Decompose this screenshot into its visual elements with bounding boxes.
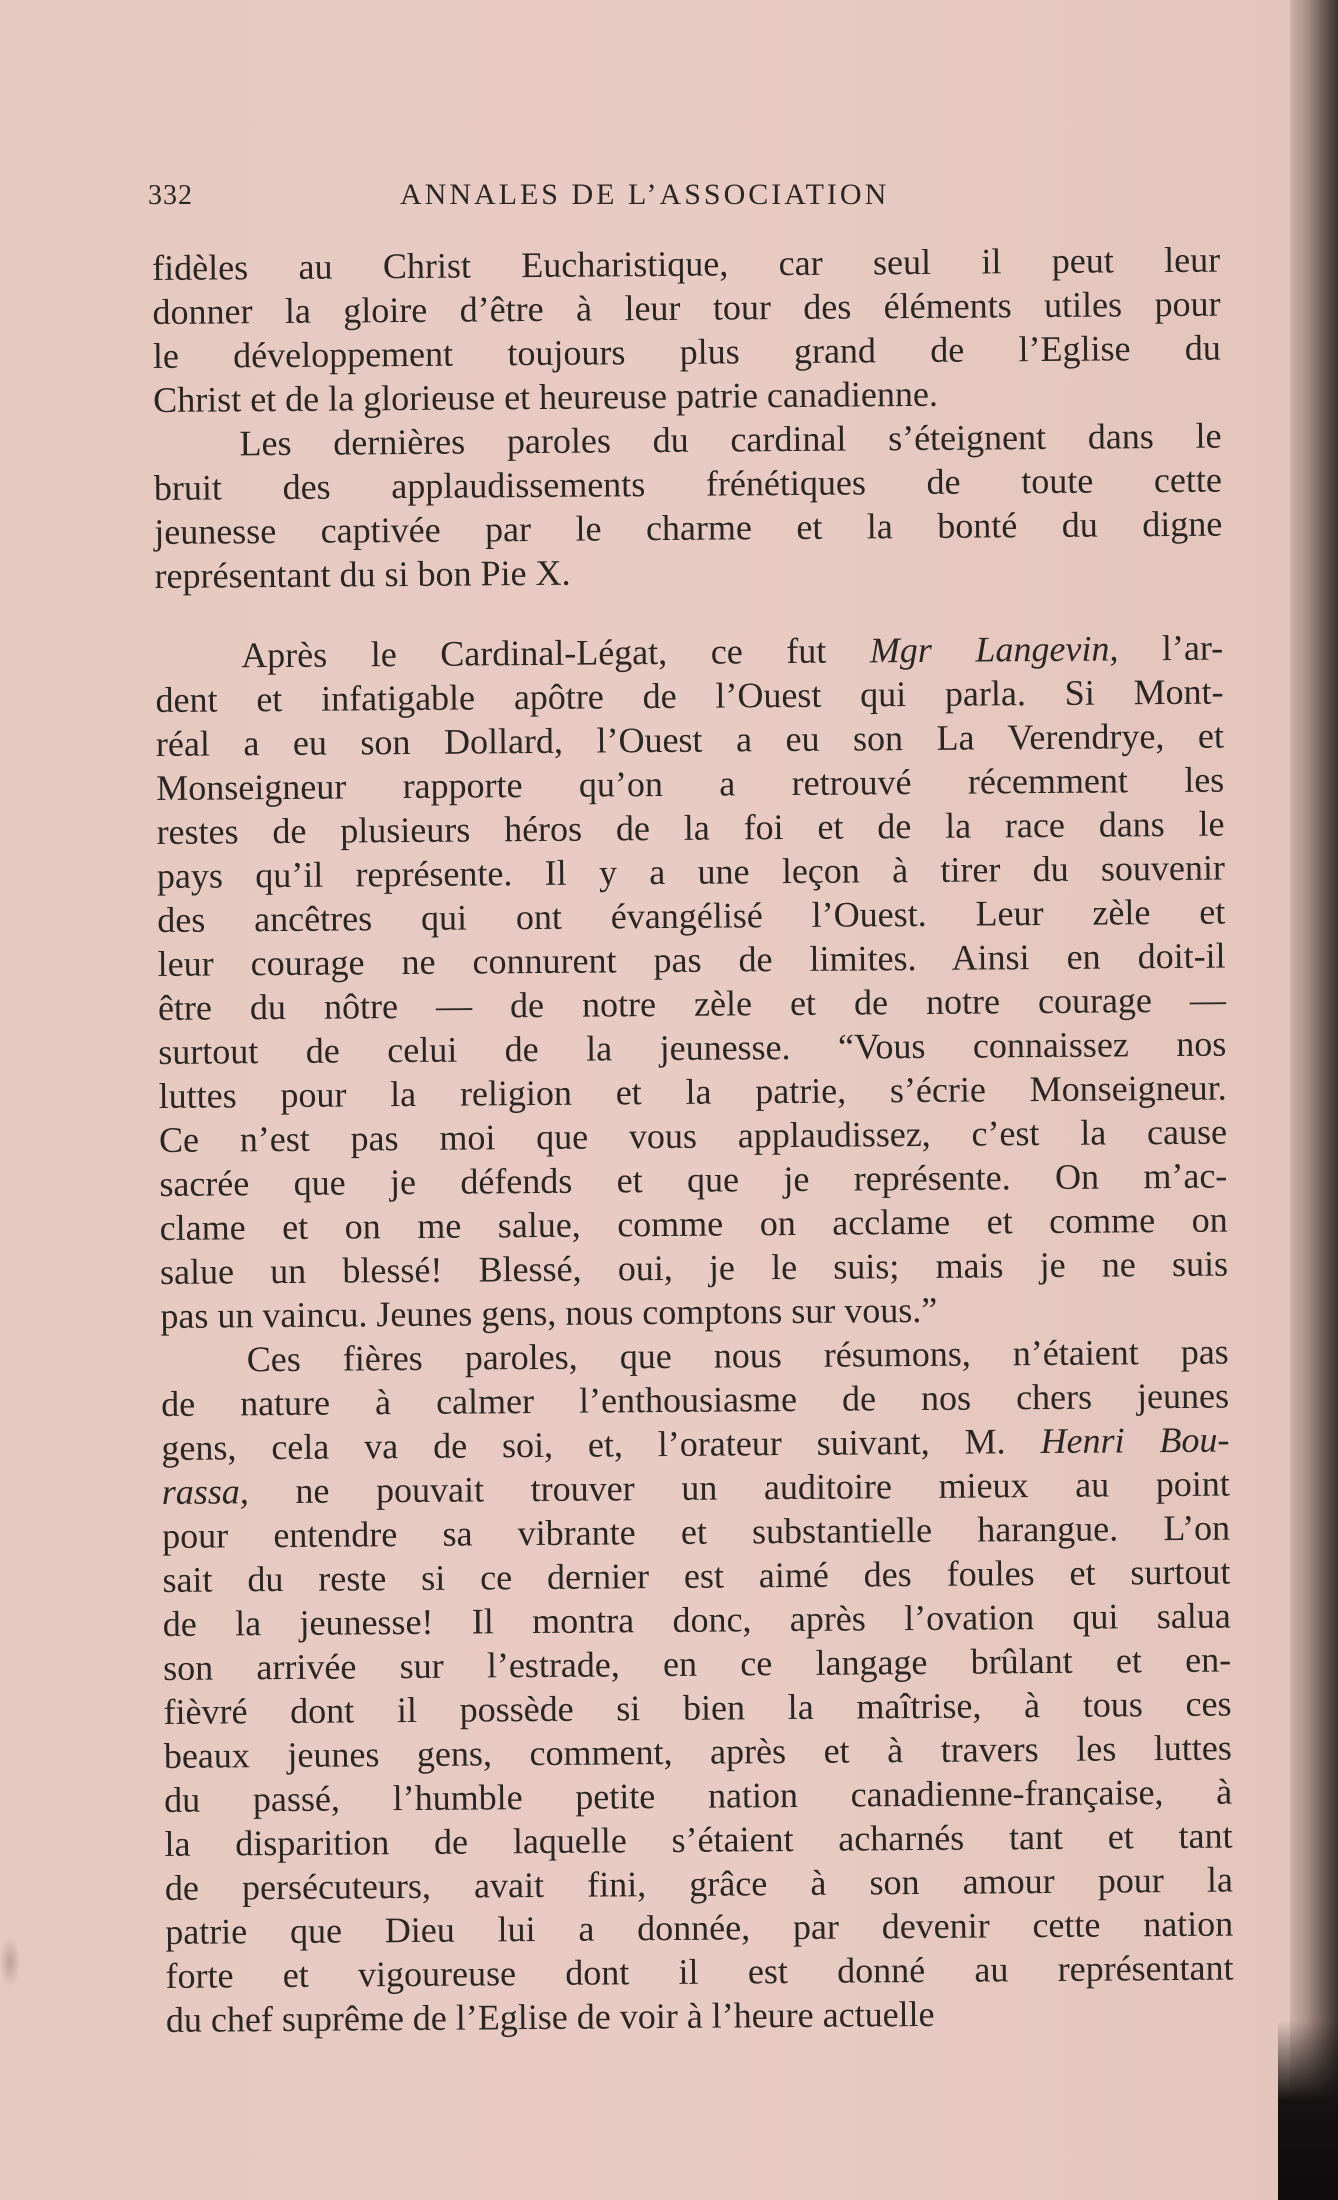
text-run: l’ar- bbox=[1118, 627, 1224, 669]
text-line: leur courage ne connurent pas de limites. Ainsi en doit-il bbox=[157, 935, 1226, 984]
text-line: salue un blessé! Blessé, oui, je le suis; mais je ne suis bbox=[159, 1243, 1229, 1292]
text-line: donner la gloire d’être à leur tour des éléments utiles pour bbox=[152, 283, 1221, 332]
text-line: Les dernières paroles du cardinal s’éteignent dans le bbox=[239, 415, 1222, 464]
text-line: dent et infatigable apôtre de l’Ouest qui parla. Si Mont- bbox=[155, 671, 1224, 720]
text-line: restes de plusieurs héros de la foi et de la race dans le bbox=[156, 803, 1225, 852]
text-line: de la jeunesse! Il montra donc, après l’ovation qui salua bbox=[162, 1595, 1231, 1644]
text-line: du chef suprême de l’Eglise de voir à l’heure actuelle bbox=[165, 1993, 935, 2040]
text-line: beaux jeunes gens, comment, après et à travers les luttes bbox=[163, 1727, 1232, 1776]
text-line: de nature à calmer l’enthousiasme de nos chers jeunes bbox=[160, 1375, 1230, 1424]
text-line: le développement toujours plus grand de l’Eglise du bbox=[152, 327, 1221, 376]
text-line: fidèles au Christ Eucharistique, car seul il peut leur bbox=[152, 239, 1221, 288]
paragraph bbox=[155, 626, 1228, 1338]
text-line: du passé, l’humble petite nation canadienne-française, à bbox=[164, 1771, 1233, 1820]
italic-name: Henri Bou- bbox=[1040, 1419, 1230, 1462]
text-line: Ce n’est pas moi que vous applaudissez, c’est la cause bbox=[158, 1111, 1228, 1160]
text-line: Christ et de la glorieuse et heureuse patrie canadienne. bbox=[153, 373, 939, 420]
page-header bbox=[148, 176, 1218, 220]
text-line: clame et on me salue, comme on acclame et comme on bbox=[159, 1199, 1228, 1248]
text-line: sait du reste si ce dernier est aimé des foules et surtout bbox=[162, 1551, 1231, 1600]
italic-name: rassa, bbox=[161, 1471, 249, 1512]
page-edge bbox=[1290, 0, 1338, 2200]
running-title: ANNALES DE L’ASSOCIATION bbox=[400, 178, 890, 211]
text-line: luttes pour la religion et la patrie, s’écrie Monseigneur. bbox=[158, 1067, 1227, 1116]
paragraph bbox=[153, 414, 1222, 598]
text-line: des ancêtres qui ont évangélisé l’Ouest. Leur zèle et bbox=[157, 891, 1226, 940]
text-line: son arrivée sur l’estrade, en ce langage brûlant et en- bbox=[163, 1639, 1232, 1688]
text-line: la disparition de laquelle s’étaient acharnés tant et tant bbox=[164, 1815, 1233, 1864]
text-line: jeunesse captivée par le charme et la bonté du digne bbox=[154, 503, 1223, 552]
body-text bbox=[152, 238, 1234, 2042]
text-line: bruit des applaudissements frénétiques de toute cette bbox=[153, 459, 1223, 508]
text-line: pays qu’il représente. Il y a une leçon à tirer du souvenir bbox=[156, 847, 1226, 896]
text-run: ne pouvait trouver un auditoire mieux au point bbox=[248, 1463, 1230, 1512]
text-run: Après le Cardinal-Légat, ce fut bbox=[241, 630, 870, 676]
page-number: 332 bbox=[148, 180, 193, 211]
text-line: fièvré dont il possède si bien la maîtrise, à tous ces bbox=[163, 1683, 1232, 1732]
italic-name: Mgr Langevin, bbox=[869, 628, 1119, 671]
paragraph bbox=[152, 238, 1221, 422]
text-line: Monseigneur rapporte qu’on a retrouvé récemment les bbox=[156, 759, 1225, 808]
text-line: Ces fières paroles, que nous résumons, n’étaient pas bbox=[246, 1331, 1229, 1380]
text-line: représentant du si bon Pie X. bbox=[154, 552, 571, 596]
paragraph bbox=[161, 1330, 1234, 2042]
text-line: surtout de celui de la jeunesse. “Vous connaissez nos bbox=[158, 1023, 1227, 1072]
text-line: pour entendre sa vibrante et substantielle harangue. L’on bbox=[161, 1507, 1231, 1556]
text-line: patrie que Dieu lui a donnée, par devenir cette nation bbox=[165, 1903, 1234, 1952]
text-line: de persécuteurs, avait fini, grâce à son amour pour la bbox=[164, 1859, 1234, 1908]
text-line: réal a eu son Dollard, l’Ouest a eu son La Verendrye, et bbox=[155, 715, 1225, 764]
ink-spot bbox=[0, 1938, 20, 1986]
text-run: gens, cela va de soi, et, l’orateur suivant, M. bbox=[161, 1421, 1041, 1468]
text-line: pas un vaincu. Jeunes gens, nous comptons sur vous.” bbox=[160, 1289, 938, 1336]
text-line: forte et vigoureuse dont il est donné au représentant bbox=[165, 1947, 1234, 1996]
page-edge-shadow bbox=[1278, 2020, 1338, 2200]
text-line: sacrée que je défends et que je représente. On m’ac- bbox=[159, 1155, 1228, 1204]
text-line: être du nôtre — de notre zèle et de notre courage — bbox=[157, 979, 1227, 1028]
